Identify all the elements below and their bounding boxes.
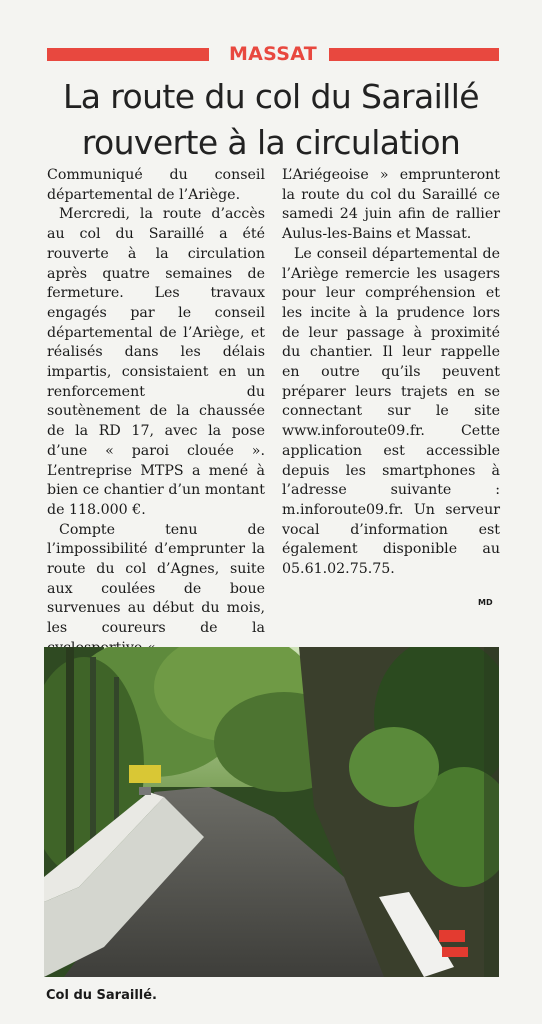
section-kicker	[47, 44, 499, 66]
photo-caption: Col du Saraillé.	[46, 988, 157, 1003]
article-column-2	[282, 166, 500, 580]
kicker-bar-right	[329, 48, 499, 61]
kicker-bar-left	[47, 48, 209, 61]
road-photo	[44, 647, 499, 977]
headline	[30, 74, 512, 166]
article-paragraph: Le conseil départemental de l’Ariège remercie les usagers pour leur compréhension et les incite à la prudence lors de leur passage à proximité du chantier. Il leur rappelle en outre qu’ils peuvent préparer leurs trajets en se connectant sur le site www.inforoute09.fr. Cette application est accessible depuis les smartphones à l’adresse suivante : m.inforoute09.fr. Un serveur vocal d’information est également disponible au 05.61.02.75.75.	[282, 245, 500, 578]
article-paragraph: Compte tenu de l’impossibilité d’emprunter la route du col d’Agnes, suite aux coulées de boue survenues au début du mois, les coureurs de la	[47, 521, 265, 637]
article-paragraph: Mercredi, la route d’accès au col du Saraillé a été rouverte à la circulation après quatre semaines de fermeture. Les travaux engagés par le conseil départemental de l’Ariège, et réalisés dans les délais impartis, consistaient en un renforcement du soutènement de la chaussée de la RD 17, avec la pose d’une « paroi clouée ». L’entreprise MTPS a mené à bien ce chantier d’un montant de 118.000 €.	[47, 206, 265, 518]
author-signature: MD	[478, 598, 493, 607]
road-photo-illustration	[44, 647, 499, 977]
article-paragraph: L’Ariégeoise » emprunteront la route du col du Saraillé ce samedi 24 juin afin de rallier Aulus-les-Bains et Massat.	[282, 167, 500, 243]
kicker-label: MASSAT	[228, 43, 318, 65]
article-paragraph: Communiqué du conseil départemental de l’Ariège.	[47, 167, 265, 203]
headline-line-1: La route du col du Saraillé	[62, 77, 480, 116]
headline-line-2: rouverte à la circulation	[81, 123, 461, 162]
article-column-1	[47, 166, 265, 659]
